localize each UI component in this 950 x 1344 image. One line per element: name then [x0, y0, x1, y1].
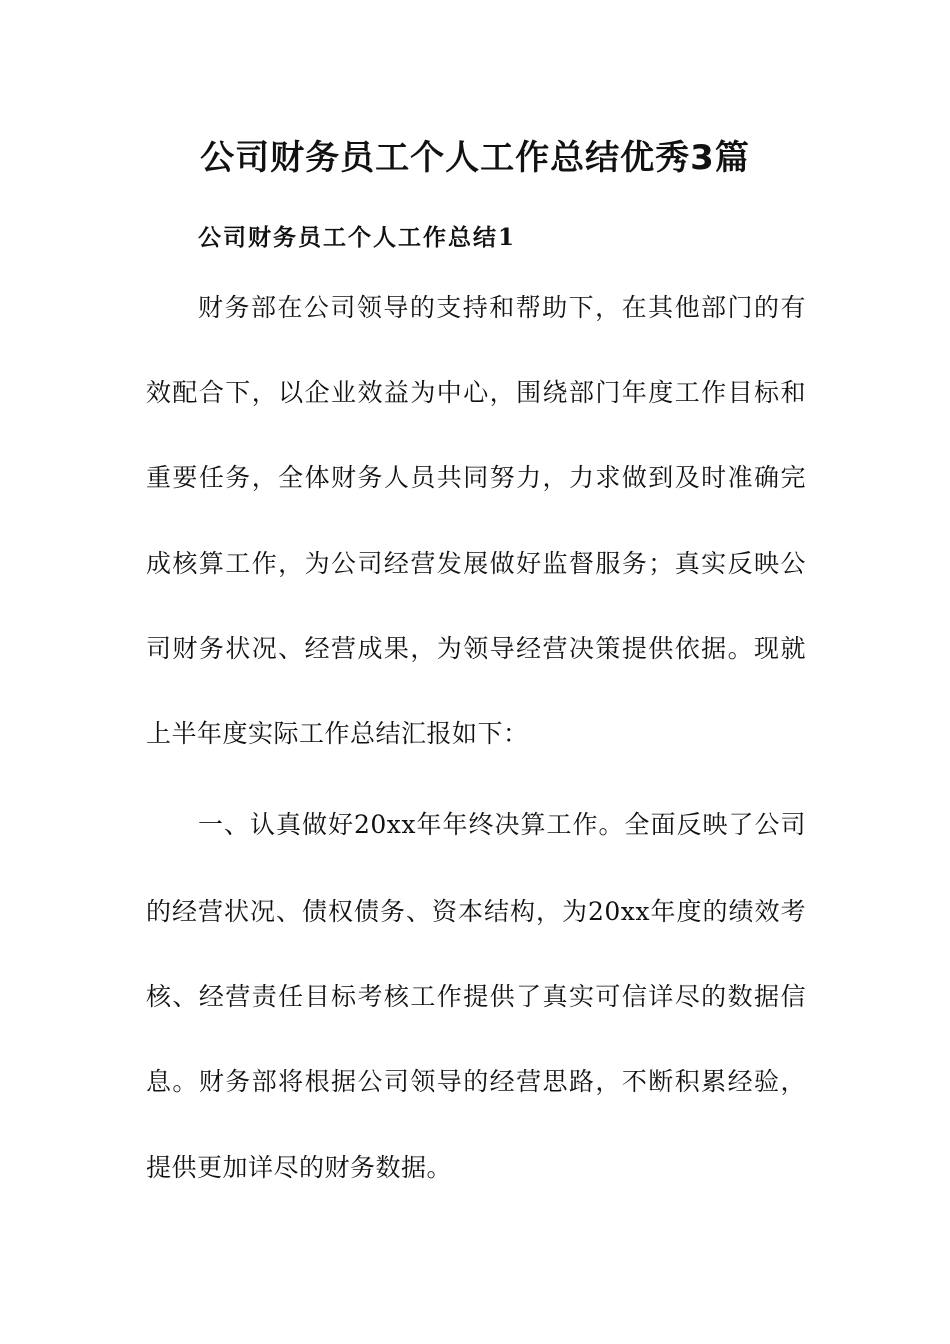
document-title: 公司财务员工个人工作总结优秀3篇 [200, 138, 750, 178]
paragraph-line: 效配合下，以企业效益为中心，围绕部门年度工作目标和 [146, 378, 806, 407]
paragraph-line: 重要任务，全体财务人员共同努力，力求做到及时准确完 [146, 463, 806, 492]
paragraph-line: 上半年度实际工作总结汇报如下： [146, 719, 529, 748]
paragraph-line: 提供更加详尽的财务数据。 [146, 1153, 453, 1182]
paragraph-line: 息。财务部将根据公司领导的经营思路，不断积累经验， [146, 1067, 806, 1096]
section-heading: 公司财务员工个人工作总结1 [198, 224, 517, 251]
paragraph-line: 成核算工作，为公司经营发展做好监督服务；真实反映公 [146, 549, 806, 578]
paragraph-line: 的经营状况、债权债务、资本结构，为20xx年度的绩效考 [146, 897, 806, 926]
paragraph-line: 司财务状况、经营成果，为领导经营决策提供依据。现就 [146, 634, 806, 663]
paragraph-line: 核、经营责任目标考核工作提供了真实可信详尽的数据信 [146, 982, 806, 1011]
paragraph-line: 财务部在公司领导的支持和帮助下，在其他部门的有 [198, 293, 806, 322]
paragraph-line: 一、认真做好20xx年年终决算工作。全面反映了公司 [198, 810, 806, 839]
